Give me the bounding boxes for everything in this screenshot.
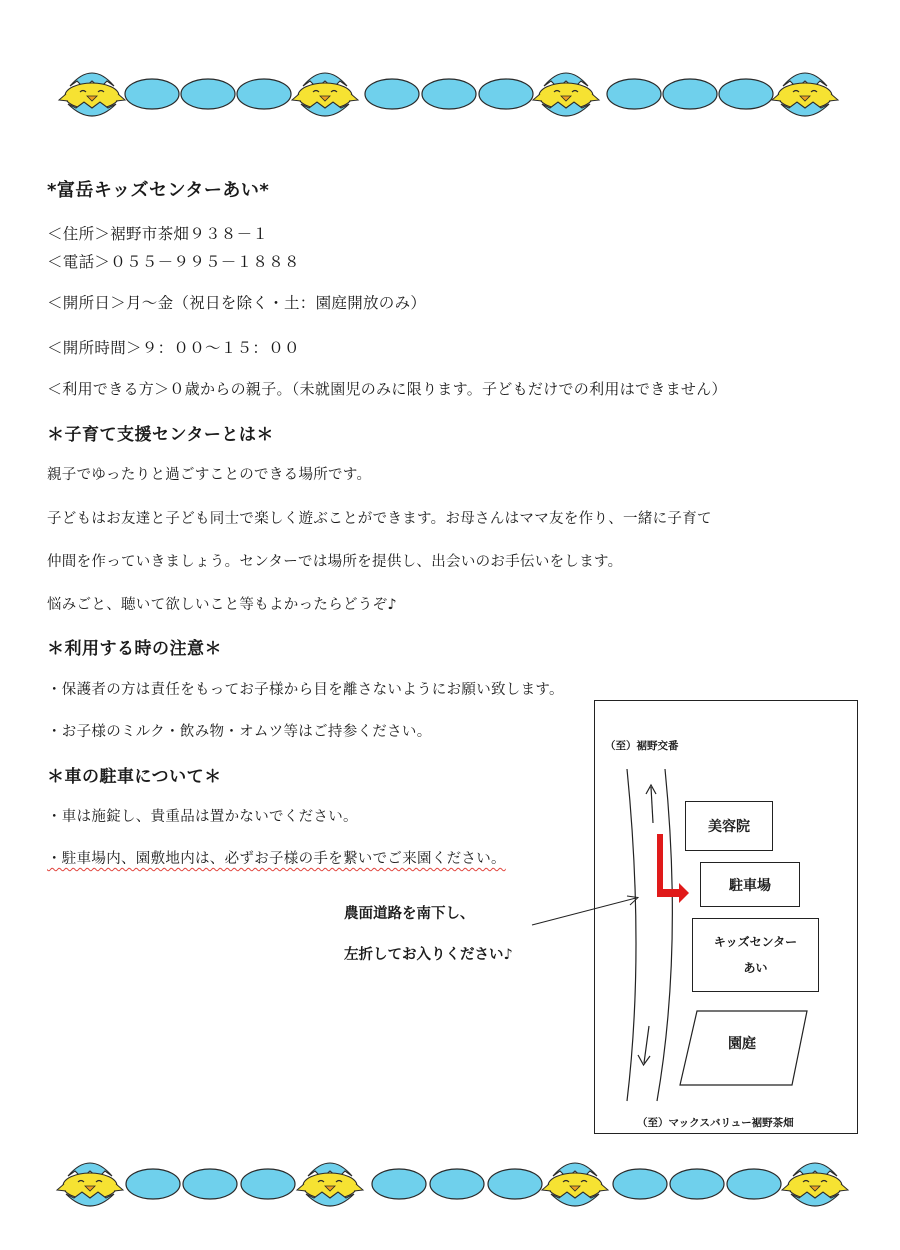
egg-icon — [422, 79, 476, 109]
chick-in-egg-icon — [59, 73, 125, 116]
south-destination-label: （至）マックスバリュー裾野茶畑 — [637, 1117, 794, 1129]
hours-text: ＜開所時間＞９：００～１５：００ — [47, 339, 300, 357]
chick-in-egg-icon — [533, 73, 599, 116]
map-note-line-1: 農面道路を南下し、 — [344, 906, 475, 922]
notes-heading: ＊利用する時の注意＊ — [47, 639, 222, 659]
north-arrow-shaft — [651, 787, 653, 823]
about-heading: ＊子育て支援センターとは＊ — [47, 425, 274, 445]
egg-chick-border-bottom — [0, 1148, 900, 1218]
address-text: ＜住所＞裾野市茶畑９３８－１ — [47, 225, 269, 243]
beauty-salon-label: 美容院 — [708, 819, 750, 835]
egg-icon — [719, 79, 773, 109]
egg-icon — [126, 1169, 180, 1199]
page-title: *富岳キッズセンターあい* — [47, 180, 270, 201]
parking-item-1: ・車は施錠し、貴重品は置かないでください。 — [47, 809, 358, 825]
egg-icon — [479, 79, 533, 109]
egg-icon — [241, 1169, 295, 1199]
road-edge-right — [657, 769, 672, 1101]
kids-center-label-2: あい — [743, 961, 768, 975]
egg-icon — [670, 1169, 724, 1199]
chick-in-egg-icon — [297, 1163, 363, 1206]
egg-icon — [125, 79, 179, 109]
about-line-1: 親子でゆったりと過ごすことのできる場所です。 — [47, 467, 372, 483]
top-decorative-border — [0, 58, 900, 128]
parking-item-2: ・駐車場内、園敷地内は、必ずお子様の手を繋いでご来園ください。 — [47, 851, 506, 867]
about-line-2: 子どもはお友達と子ども同士で楽しく遊ぶことができます。お母さんはママ友を作り、一緒に子育て — [47, 511, 712, 527]
parking-lot-box — [700, 862, 800, 907]
chick-in-egg-icon — [292, 73, 358, 116]
parking-heading: ＊車の駐車について＊ — [47, 767, 222, 787]
access-map — [594, 700, 858, 1134]
kids-center-box — [692, 918, 819, 992]
beauty-salon-box — [685, 801, 773, 851]
egg-icon — [181, 79, 235, 109]
kids-center-label-1: キッズセンター — [713, 935, 798, 949]
egg-chick-border-top — [0, 58, 900, 128]
egg-icon — [488, 1169, 542, 1199]
egg-icon — [372, 1169, 426, 1199]
garden-label: 園庭 — [728, 1036, 756, 1052]
notes-item-2: ・お子様のミルク・飲み物・オムツ等はご持参ください。 — [47, 724, 432, 740]
parking-lot-label: 駐車場 — [729, 877, 771, 894]
egg-icon — [365, 79, 419, 109]
notes-item-1: ・保護者の方は責任をもってお子様から目を離さないようにお願い致します。 — [47, 682, 564, 698]
north-destination-label: （至）裾野交番 — [605, 740, 679, 752]
egg-icon — [663, 79, 717, 109]
egg-icon — [237, 79, 291, 109]
egg-icon — [727, 1169, 781, 1199]
eligible-text: ＜利用できる方＞０歳からの親子。（未就園児のみに限ります。子どもだけでの利用はできません） — [47, 380, 727, 398]
road-edge-left — [627, 769, 636, 1101]
egg-icon — [183, 1169, 237, 1199]
about-line-3: 仲間を作っていきましょう。センターでは場所を提供し、出会いのお手伝いをします。 — [47, 554, 623, 570]
phone-text: ＜電話＞０５５－９９５－１８８８ — [47, 253, 300, 271]
chick-in-egg-icon — [57, 1163, 123, 1206]
bottom-decorative-border — [0, 1148, 900, 1218]
egg-icon — [607, 79, 661, 109]
open-days-text: ＜開所日＞月～金（祝日を除く・土：園庭開放のみ） — [47, 294, 427, 312]
egg-icon — [430, 1169, 484, 1199]
chick-in-egg-icon — [782, 1163, 848, 1206]
map-note-line-2: 左折してお入りください♪ — [344, 947, 513, 963]
chick-in-egg-icon — [542, 1163, 608, 1206]
about-line-4: 悩みごと、聴いて欲しいこと等もよかったらどうぞ♪ — [47, 597, 397, 613]
chick-in-egg-icon — [772, 73, 838, 116]
egg-icon — [613, 1169, 667, 1199]
